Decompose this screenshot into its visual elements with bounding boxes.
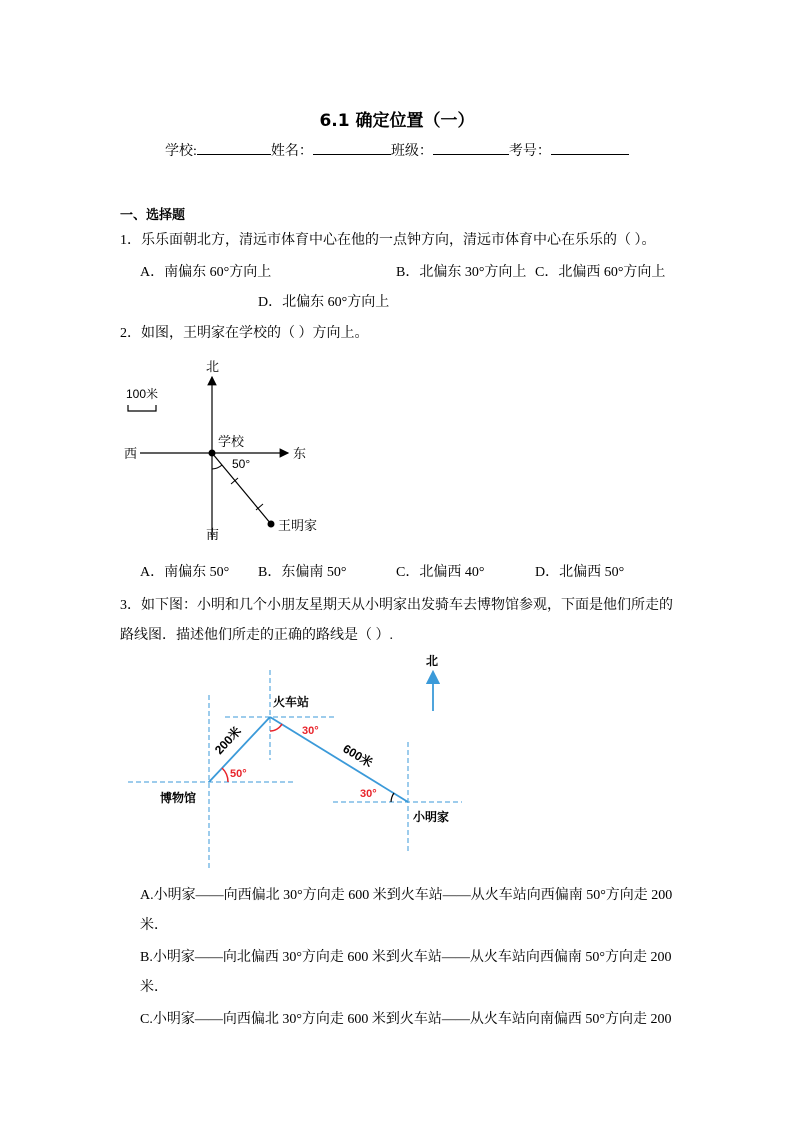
angle-label: 50° — [232, 457, 251, 471]
distance-600: 600米 — [340, 741, 376, 771]
school-label: 学校 — [218, 434, 245, 449]
q3-option-b-line2: 米． — [140, 980, 168, 995]
q3-option-c-line1[interactable]: C.小明家——向西偏北 30°方向走 600 米到火车站——从火车站向南偏西 50°方向走 200 — [140, 1012, 672, 1027]
scale-bar — [128, 405, 156, 411]
q3-route-diagram — [120, 645, 480, 875]
q3-option-b-line1[interactable]: B.小明家——向北偏西 30°方向走 600 米到火车站——从火车站向西偏南 50°方向走 200 — [140, 950, 672, 965]
angle-arc — [212, 465, 222, 469]
q1-option-c[interactable]: C．北偏西 60°方向上 — [535, 265, 666, 280]
north-label: 北 — [206, 359, 220, 374]
distance-200: 200米 — [211, 724, 245, 758]
q2-option-d[interactable]: D．北偏西 50° — [535, 565, 625, 580]
angle-arc-50 — [222, 768, 228, 782]
q2-compass-diagram — [110, 355, 350, 550]
q2-option-a[interactable]: A．南偏东 50° — [140, 565, 230, 580]
west-label: 西 — [124, 446, 138, 461]
q3-text-line2: 路线图．描述他们所走的正确的路线是（ ）. — [120, 628, 393, 643]
q3-option-a-line2: 米． — [140, 918, 168, 933]
angle-arc-30-home — [391, 793, 394, 802]
section-heading: 一、选择题 — [120, 208, 186, 223]
q2-text: 2．如图，王明家在学校的（ ）方向上。 — [120, 326, 369, 341]
angle-arc-30-top — [270, 724, 282, 731]
school-blank[interactable] — [197, 140, 271, 155]
q1-option-b[interactable]: B．北偏东 30°方向上 — [396, 265, 527, 280]
number-blank[interactable] — [551, 140, 629, 155]
route-station-home — [270, 717, 408, 802]
number-label: 考号： — [508, 144, 551, 159]
home-label: 小明家 — [413, 810, 450, 824]
south-label: 南 — [206, 527, 220, 542]
angle-label-30-top: 30° — [302, 725, 319, 737]
station-label: 火车站 — [273, 695, 310, 709]
name-blank[interactable] — [313, 140, 391, 155]
q3-text-line1: 3．如下图：小明和几个小朋友星期天从小明家出发骑车去博物馆参观，下面是他们所走的 — [120, 598, 673, 613]
class-blank[interactable] — [433, 140, 509, 155]
q1-option-a[interactable]: A．南偏东 60°方向上 — [140, 265, 272, 280]
east-label: 东 — [293, 446, 307, 461]
angle-label-30-home: 30° — [360, 788, 377, 800]
museum-label: 博物馆 — [160, 791, 197, 805]
class-label: 班级： — [390, 144, 433, 159]
q2-option-c[interactable]: C．北偏西 40° — [396, 565, 485, 580]
q1-option-d[interactable]: D．北偏东 60°方向上 — [258, 295, 390, 310]
q1-text: 1．乐乐面朝北方，清远市体育中心在他的一点钟方向，清远市体育中心在乐乐的（ ）。 — [120, 233, 656, 248]
angle-label-50: 50° — [230, 768, 247, 780]
home-point — [268, 521, 275, 528]
q3-option-a-line1[interactable]: A.小明家——向西偏北 30°方向走 600 米到火车站——从火车站向西偏南 50°方向走 200 — [140, 888, 673, 903]
q2-option-b[interactable]: B．东偏南 50° — [258, 565, 347, 580]
home-label: 王明家 — [278, 518, 318, 533]
name-label: 姓名： — [270, 144, 313, 159]
student-info-line — [165, 140, 629, 160]
north-label: 北 — [426, 654, 439, 668]
school-label: 学校: — [165, 144, 197, 159]
page-title: 6.1 确定位置（一） — [319, 111, 475, 131]
scale-label: 100米 — [126, 387, 159, 401]
